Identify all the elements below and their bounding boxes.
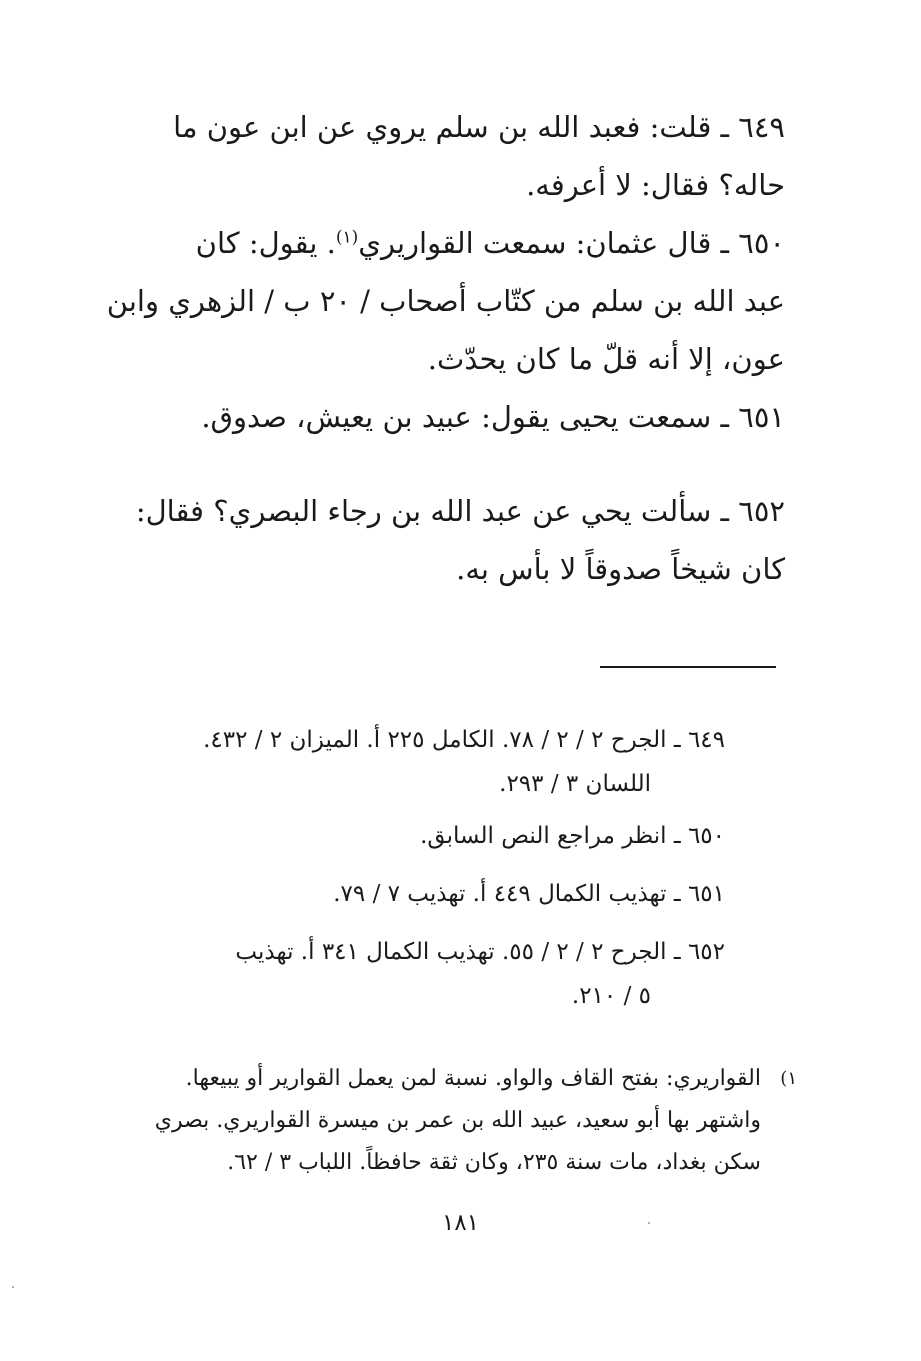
entry-650-line-1-tail: . يقول: كان: [195, 226, 336, 260]
footnote-line-3: سكن بغداد، مات سنة ٢٣٥، وكان ثقة حافظاً. اللباب ٣ / ٦٢.: [227, 1150, 761, 1175]
entry-650-line-3: عون، إلا أنه قلّ ما كان يحدّث.: [427, 342, 785, 376]
entry-652-line-1: ٦٥٢ ـ سألت يحي عن عبد الله بن رجاء البصري؟ فقال:: [135, 494, 785, 528]
reference-649: [115, 718, 725, 806]
entry-649-line-2: حاله؟ فقال: لا أعرفه.: [526, 168, 785, 202]
entry-650-line-1-text: ٦٥٠ ـ قال عثمان: سمعت القواريري: [358, 226, 785, 260]
scan-speck: [648, 1222, 650, 1224]
reference-652-line-1: ٦٥٢ ـ الجرح ٢ / ٢ / ٥٥. تهذيب الكمال ٣٤١ أ. تهذيب: [235, 939, 725, 965]
entry-651-line-1: ٦٥١ ـ سمعت يحيى يقول: عبيد بن يعيش، صدوق.: [201, 400, 785, 434]
entry-649: [105, 98, 785, 214]
entry-650-line-2: عبد الله بن سلم من كتّاب أصحاب / ٢٠ ب / الزهري وابن: [106, 284, 785, 318]
references-divider: [600, 666, 776, 668]
reference-652-line-2: ٥ / ٢١٠.: [571, 983, 651, 1009]
reference-651: [115, 872, 725, 916]
footnote-line-2: واشتهر بها أبو سعيد، عبيد الله بن عمر بن ميسرة القواريري. بصري: [154, 1108, 761, 1133]
page-number: ١٨١: [441, 1210, 480, 1236]
entry-650-line-1: [105, 214, 785, 272]
entry-650: [105, 214, 785, 388]
scan-speck: [12, 1286, 14, 1288]
reference-652: [115, 930, 725, 1018]
reference-649-line-2: اللسان ٣ / ٢٩٣.: [499, 771, 651, 797]
entry-652: [105, 482, 785, 598]
entry-652-line-2: كان شيخاً صدوقاً لا بأس به.: [456, 552, 785, 586]
entry-651: [105, 388, 785, 446]
reference-649-line-1: ٦٤٩ ـ الجرح ٢ / ٢ / ٧٨. الكامل ٢٢٥ أ. الميزان ٢ / ٤٣٢.: [203, 727, 725, 753]
footnote-line-1: القواريري: بفتح القاف والواو. نسبة لمن يعمل القوارير أو يبيعها.: [185, 1066, 761, 1091]
reference-650-line-1: ٦٥٠ ـ انظر مراجع النص السابق.: [420, 823, 725, 849]
footnote-reference-mark[interactable]: (١): [335, 227, 359, 248]
reference-651-line-1: ٦٥١ ـ تهذيب الكمال ٤٤٩ أ. تهذيب ٧ / ٧٩.: [333, 881, 725, 907]
footnote-1: [151, 1058, 797, 1184]
footnote-number: ١): [780, 1068, 797, 1089]
entry-649-line-1: ٦٤٩ ـ قلت: فعبد الله بن سلم يروي عن ابن عون ما: [173, 110, 785, 144]
reference-650: [115, 814, 725, 858]
